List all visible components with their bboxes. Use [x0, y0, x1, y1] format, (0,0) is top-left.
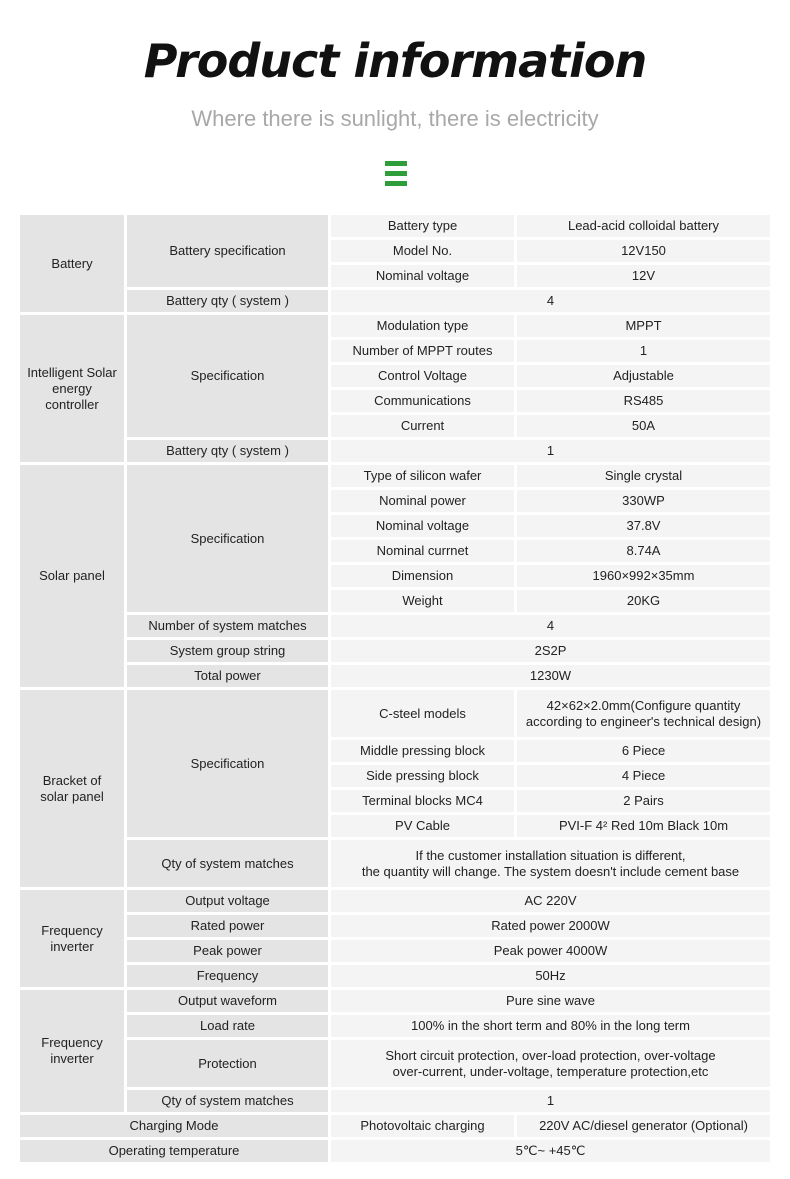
spec-value-cell: 8.74A — [517, 540, 770, 562]
spec-value-cell: 37.8V — [517, 515, 770, 537]
menu-icon — [385, 161, 407, 187]
product-spec-table — [20, 215, 770, 1163]
spec-value-cell: Pure sine wave — [331, 990, 770, 1012]
spec-value-cell: 6 Piece — [517, 740, 770, 762]
spec-value-cell: PVI-F 4² Red 10m Black 10m — [517, 815, 770, 837]
page-title: Product information — [143, 34, 647, 88]
spec-value-cell: Peak power 4000W — [331, 940, 770, 962]
spec-label-cell: Nominal power — [331, 490, 514, 512]
spec-label-cell: Number of system matches — [127, 615, 328, 637]
spec-label-cell: Battery type — [331, 215, 514, 237]
spec-value-cell: 4 — [331, 615, 770, 637]
spec-value-cell: Lead-acid colloidal battery — [517, 215, 770, 237]
spec-value-cell: 50Hz — [331, 965, 770, 987]
spec-label-cell: Qty of system matches — [127, 1090, 328, 1112]
spec-value-cell: 2 Pairs — [517, 790, 770, 812]
spec-group-cell: Specification — [127, 465, 328, 612]
spec-value-cell: 100% in the short term and 80% in the long term — [331, 1015, 770, 1037]
spec-value-cell: 1 — [517, 340, 770, 362]
spec-label-cell: Model No. — [331, 240, 514, 262]
spec-value-cell: Single crystal — [517, 465, 770, 487]
spec-value-cell: 1 — [331, 1090, 770, 1112]
spec-value-cell: 50A — [517, 415, 770, 437]
spec-value-cell: Short circuit protection, over-load protection, over-voltage over-current, under-voltage, temperature protection,etc — [331, 1040, 770, 1087]
charging-mode-value: Photovoltaic charging — [331, 1115, 514, 1137]
spec-label-cell: Frequency — [127, 965, 328, 987]
spec-value-cell: RS485 — [517, 390, 770, 412]
qty-value-cell: 1 — [331, 440, 770, 462]
spec-label-cell: Modulation type — [331, 315, 514, 337]
qty-value-cell: 4 — [331, 290, 770, 312]
spec-label-cell: Load rate — [127, 1015, 328, 1037]
spec-label-cell: Nominal voltage — [331, 515, 514, 537]
spec-group-cell: Specification — [127, 690, 328, 837]
temperature-value: 5℃~ +45℃ — [331, 1140, 770, 1162]
spec-label-cell: Rated power — [127, 915, 328, 937]
spec-label-cell: Middle pressing block — [331, 740, 514, 762]
spec-label-cell: Nominal voltage — [331, 265, 514, 287]
spec-value-cell: 1230W — [331, 665, 770, 687]
spec-value-cell: 330WP — [517, 490, 770, 512]
spec-value-cell: 2S2P — [331, 640, 770, 662]
spec-value-cell: 1960×992×35mm — [517, 565, 770, 587]
spec-label-cell: Total power — [127, 665, 328, 687]
spec-value-cell: 4 Piece — [517, 765, 770, 787]
category-cell: Bracket of solar panel — [20, 690, 124, 887]
spec-value-cell: Adjustable — [517, 365, 770, 387]
spec-value-cell: Rated power 2000W — [331, 915, 770, 937]
spec-group-cell: Battery specification — [127, 215, 328, 287]
charging-mode-label: Charging Mode — [20, 1115, 328, 1137]
spec-label-cell: PV Cable — [331, 815, 514, 837]
spec-value-cell: 12V — [517, 265, 770, 287]
spec-value-cell: MPPT — [517, 315, 770, 337]
category-cell: Frequency inverter — [20, 890, 124, 987]
spec-label-cell: Current — [331, 415, 514, 437]
charging-mode-value: 220V AC/diesel generator (Optional) — [517, 1115, 770, 1137]
qty-label-cell: Qty of system matches — [127, 840, 328, 887]
category-cell: Intelligent Solar energy controller — [20, 315, 124, 462]
spec-label-cell: System group string — [127, 640, 328, 662]
spec-label-cell: Terminal blocks MC4 — [331, 790, 514, 812]
spec-group-cell: Specification — [127, 315, 328, 437]
spec-value-cell: 20KG — [517, 590, 770, 612]
spec-label-cell: C-steel models — [331, 690, 514, 737]
spec-label-cell: Peak power — [127, 940, 328, 962]
spec-label-cell: Communications — [331, 390, 514, 412]
page-subtitle: Where there is sunlight, there is electricity — [191, 106, 599, 131]
spec-value-cell: 12V150 — [517, 240, 770, 262]
spec-label-cell: Output voltage — [127, 890, 328, 912]
temperature-label: Operating temperature — [20, 1140, 328, 1162]
spec-label-cell: Type of silicon wafer — [331, 465, 514, 487]
spec-label-cell: Protection — [127, 1040, 328, 1087]
spec-label-cell: Dimension — [331, 565, 514, 587]
spec-label-cell: Control Voltage — [331, 365, 514, 387]
spec-value-cell: AC 220V — [331, 890, 770, 912]
qty-label-cell: Battery qty ( system ) — [127, 440, 328, 462]
spec-label-cell: Output waveform — [127, 990, 328, 1012]
category-cell: Battery — [20, 215, 124, 312]
qty-label-cell: Battery qty ( system ) — [127, 290, 328, 312]
spec-label-cell: Side pressing block — [331, 765, 514, 787]
spec-label-cell: Number of MPPT routes — [331, 340, 514, 362]
category-cell: Solar panel — [20, 465, 124, 687]
spec-value-cell: 42×62×2.0mm(Configure quantity according to engineer's technical design) — [517, 690, 770, 737]
qty-value-cell: If the customer installation situation is different, the quantity will change. The system doesn't include cement base — [331, 840, 770, 887]
spec-label-cell: Nominal currnet — [331, 540, 514, 562]
category-cell: Frequency inverter — [20, 990, 124, 1112]
spec-label-cell: Weight — [331, 590, 514, 612]
